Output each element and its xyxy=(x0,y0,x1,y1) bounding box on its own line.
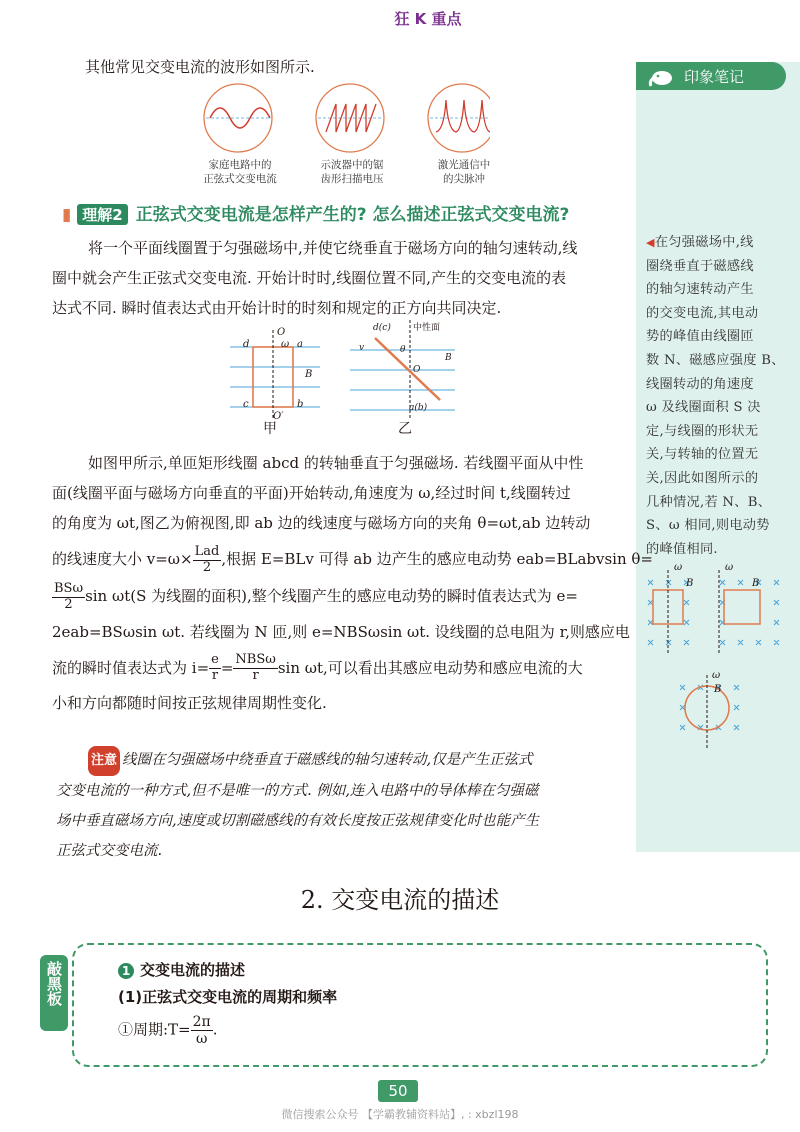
svg-text:θ: θ xyxy=(400,345,406,355)
sidebar-note: ◀在匀强磁场中,线 圈绕垂直于磁感线 的轴匀速转动产生 的交变电流,其电动 势的峰值由线圈匝 数 N、磁感应强度 B、 线圈转动的角速度 ω 及线圈面积 S 决 定,与线圈的形状无 关,与转轴的位置无 关,因此如图所示的 几种情况,若 N、B、 S、ω 相同,则电动势 的峰值相同. xyxy=(646,235,785,557)
svg-text:O′: O′ xyxy=(273,411,284,422)
svg-text:v: v xyxy=(359,343,365,353)
book-icon: ▮ xyxy=(62,205,72,225)
period-formula: ①周期:T= $\frac{2\pi}{\omega}$ . xyxy=(118,1014,218,1048)
note-tag: 注意 xyxy=(88,746,120,776)
svg-text:B: B xyxy=(714,684,722,695)
box-subheading: (1)正弦式交变电流的周期和频率 xyxy=(118,988,338,1006)
fraction-nbsw-over-r: $\frac{\text{NBSω}}{r}$ xyxy=(235,652,276,684)
svg-text:a: a xyxy=(297,339,303,350)
svg-text:d: d xyxy=(243,339,250,350)
sidebar-coil-figures xyxy=(640,560,790,760)
fraction-lad-over-2: $\frac{\text{Lad}}{2}$ xyxy=(194,543,220,575)
caption-pulse: 激光通信中 的尖脉冲 xyxy=(437,159,491,185)
pulse-wave xyxy=(436,100,490,132)
footer-watermark: 微信搜索公众号 【学霸教辅资料站】, : xbzl198 xyxy=(281,1108,519,1121)
figure-jia-label: 甲 xyxy=(263,421,277,437)
svg-text:d(c): d(c) xyxy=(373,323,391,333)
svg-text:ω: ω xyxy=(281,339,290,350)
caption-sawtooth: 示波器中的锯 齿形扫描电压 xyxy=(320,159,384,185)
svg-text:ω: ω xyxy=(712,670,721,681)
figure-yi xyxy=(345,320,460,430)
fraction-bsw-over-2: $\frac{\text{BSω}}{2}$ xyxy=(54,581,84,612)
svg-text:B: B xyxy=(752,578,760,589)
section-title: 正弦式交变电流是怎样产生的? 怎么描述正弦式交变电流? xyxy=(135,205,570,225)
note-block: 注意 线圈在匀强磁场中绕垂直于磁感线的轴匀速转动,仅是产生正弦式 交变电流的一种方式,但不是唯一的方式. 例如,连入电路中的导体棒在匀强磁 场中垂直磁场方向,速度或切割磁感线的有效长度按正弦规律变化时也能产生 正弦式交变电流. xyxy=(88,745,633,866)
fraction-e-over-r: $\frac{e}{r}$ xyxy=(211,652,219,684)
svg-text:b: b xyxy=(297,399,304,410)
svg-text:ω: ω xyxy=(725,562,734,573)
section-badge: 理解2 xyxy=(77,204,127,225)
elephant-icon xyxy=(646,66,676,88)
svg-text:O: O xyxy=(413,365,421,375)
section-2-title: 2. 交变电流的描述 xyxy=(300,886,500,914)
svg-text:B: B xyxy=(686,578,694,589)
svg-text:c: c xyxy=(243,399,249,410)
section-heading xyxy=(62,200,569,225)
figure-yi-label: 乙 xyxy=(398,421,412,437)
svg-text:O: O xyxy=(277,327,286,338)
paragraph-2: 如图甲所示,单匝矩形线圈 abcd 的转轴垂直于匀强磁场. 若线圈平面从中性 面(线圈平面与磁场方向垂直的平面)开始转动,角速度为 ω,经过时间 t,线圈转过 的角度为 ωt,图乙为俯视图,即 ab 边的线速度与磁场方向的夹角 θ=ωt,ab 边转动 的线速度大小 v=ω× $\frac{\text{Lad}}{2}$ ,根据 E=BLv 可得 ab 边产生的感应电动势 eab=BLabvsin θ= $\frac{\text{BSω}}{2}$ sin ωt(S 为线圈的面积),整个线圈产生的感应电动势的瞬时值表达式为 e= 2eab=BSωsin ωt. 若线圈为 N 匝,则 e=NBSωsin ωt. 设线圈的总电阻为 r,则感应电 流的瞬时值表达式为 i= $\frac{e}{r}$ = $\frac{\text{NBSω}}{r}$ sin ωt,可以看出其感应电动势和感应电流的大 小和方向都随时间按正弦规律周期性变化. xyxy=(52,454,653,713)
paragraph-1: 将一个平面线圈置于匀强磁场中,并使它绕垂直于磁场方向的轴匀速转动,线 圈中就会产生正弦式交变电流. 开始计时时,线圈位置不同,产生的交变电流的表 达式不同. 瞬时值表达式由开始计时的时刻和规定的正方向共同决定. xyxy=(52,239,578,317)
svg-text:B: B xyxy=(305,369,313,380)
figure-jia xyxy=(225,325,335,440)
svg-text:ω: ω xyxy=(674,562,683,573)
box-heading: 1 交变电流的描述 xyxy=(118,959,245,980)
waveform-figures xyxy=(200,80,490,160)
header-brand: 狂 K 重点 xyxy=(394,10,462,28)
svg-text:中性面: 中性面 xyxy=(413,323,441,333)
svg-text:B: B xyxy=(445,353,452,363)
svg-text:a(b): a(b) xyxy=(409,403,428,413)
intro-text: 其他常见交变电流的波形如图所示. xyxy=(85,58,315,76)
triangle-marker-icon: ◀ xyxy=(646,236,655,249)
page-number: 50 xyxy=(378,1080,418,1102)
caption-sine: 家庭电路中的 正弦式交变电流 xyxy=(203,159,277,185)
sidebar-tab-label: 印象笔记 xyxy=(684,68,745,86)
box-side-label: 敲黑板 xyxy=(40,955,68,1031)
